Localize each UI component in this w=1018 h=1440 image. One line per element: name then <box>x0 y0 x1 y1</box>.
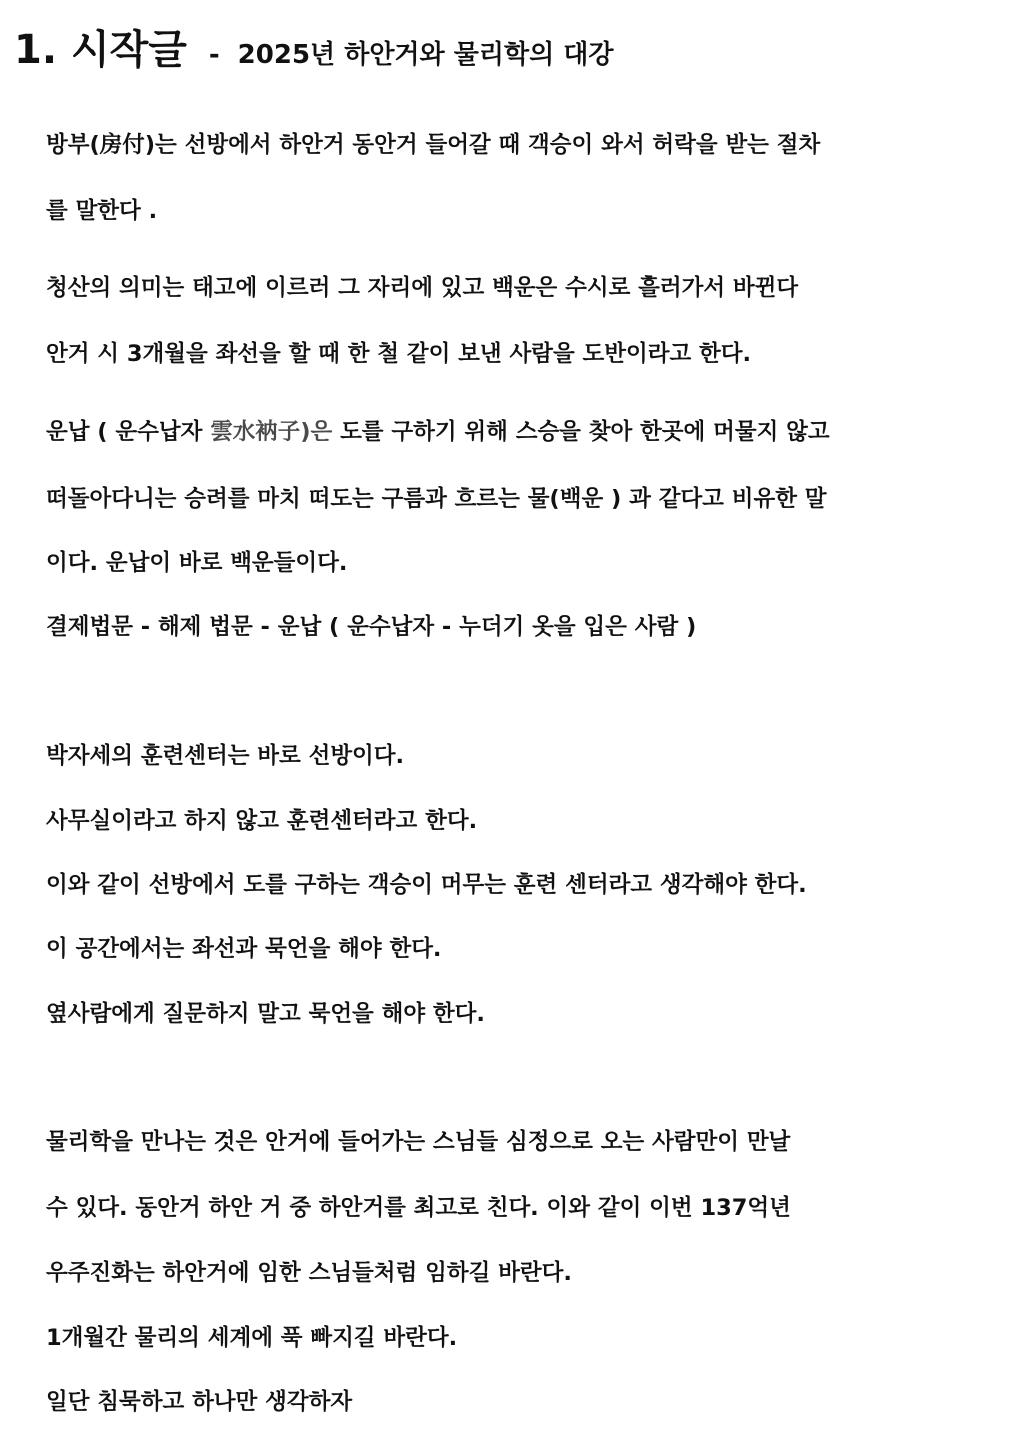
paragraph-line: 물리학을 만나는 것은 안거에 들어가는 스님들 심정으로 오는 사람만이 만날 <box>46 1129 791 1155</box>
hanja-term: 雲水衲子)은 <box>210 419 333 445</box>
paragraph-line: 결제법문 - 해제 법문 - 운납 ( 운수납자 - 누더기 옷을 입은 사람 ) <box>46 614 697 640</box>
paragraph-line: 떠돌아다니는 승려를 마치 떠도는 구름과 흐르는 물(백운 ) 과 같다고 비유한 말 <box>46 486 827 512</box>
page-title <box>14 18 1004 78</box>
title-subtitle: 2025년 하안거와 물리학의 대강 <box>237 40 614 70</box>
line-text-before: 운납 ( 운수납자 <box>46 419 211 445</box>
paragraph-line: 우주진화는 하안거에 임한 스님들처럼 임하길 바란다. <box>46 1260 572 1286</box>
paragraph-line: 청산의 의미는 태고에 이르러 그 자리에 있고 백운은 수시로 흘러가서 바뀐다 <box>46 275 799 301</box>
paragraph-line: 이다. 운납이 바로 백운들이다. <box>46 550 348 576</box>
line-text-after: 도를 구하기 위해 스승을 찾아 한곳에 머물지 않고 <box>332 419 830 445</box>
title-main: 1. 시작글 <box>14 27 187 73</box>
paragraph-line-with-hanja <box>46 417 996 447</box>
title-separator: - <box>208 40 220 70</box>
paragraph-line: 사무실이라고 하지 않고 훈련센터라고 한다. <box>46 808 478 834</box>
paragraph-line: 박자세의 훈련센터는 바로 선방이다. <box>46 743 405 769</box>
paragraph-line: 1개월간 물리의 세계에 푹 빠지길 바란다. <box>46 1325 458 1351</box>
paragraph-line: 이 공간에서는 좌선과 묵언을 해야 한다. <box>46 936 442 962</box>
paragraph-line: 방부(房付)는 선방에서 하안거 동안거 들어갈 때 객승이 와서 허락을 받는 절차 <box>46 132 821 158</box>
paragraph-line: 이와 같이 선방에서 도를 구하는 객승이 머무는 훈련 센터라고 생각해야 한다. <box>46 872 807 898</box>
paragraph-line: 옆사람에게 질문하지 말고 묵언을 해야 한다. <box>46 1001 485 1027</box>
paragraph-line: 수 있다. 동안거 하안 거 중 하안거를 최고로 친다. 이와 같이 이번 137억년 <box>46 1195 791 1221</box>
paragraph-line: 를 말한다 . <box>46 198 158 224</box>
paragraph-line: 일단 침묵하고 하나만 생각하자 <box>46 1389 353 1415</box>
paragraph-line: 안거 시 3개월을 좌선을 할 때 한 철 같이 보낸 사람을 도반이라고 한다. <box>46 341 752 367</box>
